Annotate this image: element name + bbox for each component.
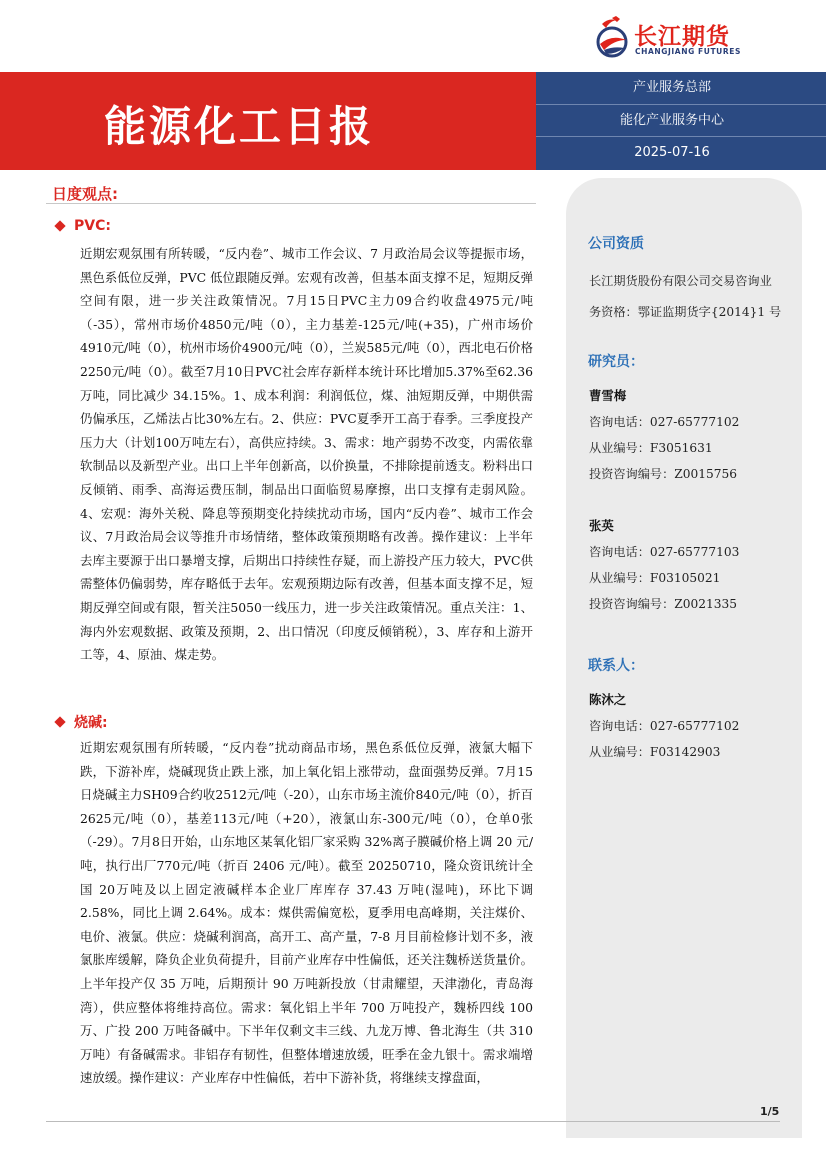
diamond-bullet-icon bbox=[54, 220, 65, 231]
researcher-name: 曹雪梅 bbox=[589, 388, 627, 403]
footer-divider bbox=[46, 1121, 780, 1122]
changjiang-logo-icon bbox=[594, 16, 632, 60]
report-meta-panel bbox=[536, 72, 826, 170]
daily-view-heading: 日度观点: bbox=[52, 185, 118, 203]
company-qualification-line2: 务资格：鄂证监期货字{2014}1 号 bbox=[589, 305, 782, 319]
researcher-license: 从业编号：F03105021 bbox=[589, 571, 721, 585]
contact-name: 陈沐之 bbox=[589, 692, 627, 707]
pvc-paragraph: 近期宏观氛围有所转暖，“反内卷”、城市工作会议、7 月政治局会议等提振市场，黑色系低位反弹，PVC 低位跟随反弹。宏观有改善，但基本面支撑不足，短期反弹空间有限，进一步关注政策情况。7月15日PVC主力09合约收盘4975元/吨（-35），常州市场价4850元/吨（0），主力基差-125元/吨(+35)，广州市场价4910元/吨（0），杭州市场价4900元/吨（0），兰炭585元/吨（0），西北电石价格2250元/吨（0）。截至7月10日PVC社会库存新样本统计环比增加5.37%至62.36万吨，同比减少 34.15%。1、成本利润：利润低位，煤、油短期反弹，中期供需仍偏承压，乙烯法占比30%左右。2、供应：PVC夏季开工高于春季。三季度投产压力大（计划100万吨左右），高供应持续。3、需求：地产弱势不改变，内需依靠软制品以及新型产业。出口上半年创新高，以价换量，不排除提前透支。粉料出口反倾销、雨季、高海运费压制，制品出口面临贸易摩擦，出口支撑有走弱风险。4、宏观：海外关税、降息等预期变化持续扰动市场，国内“反内卷”、城市工作会议、7月政治局会议等推升市场情绪，整体政策预期略有改善。操作建议：上半年去库主要源于出口暴增支撑，后期出口持续性存疑，而上游投产压力较大，PVC供需整体仍偏弱势，库存略低于去年。宏观预期边际有改善，但基本面支撑不足，短期反弹空间或有限，暂关注5050一线压力，进一步关注政策情况。重点关注：1、海内外宏观数据、政策及预期，2、出口情况（印度反倾销税），3、库存和上游开工等，4、原油、煤走势。 bbox=[80, 246, 533, 663]
report-title: 能源化工日报 bbox=[104, 102, 375, 151]
researcher-advisor-id: 投资咨询编号：Z0015756 bbox=[589, 467, 738, 481]
company-qualification-heading: 公司资质 bbox=[588, 236, 644, 252]
researcher-name: 张英 bbox=[589, 518, 614, 533]
page-number: 1/5 bbox=[760, 1105, 780, 1118]
department-label: 产业服务总部 bbox=[536, 72, 826, 105]
contact-phone: 咨询电话：027-65777102 bbox=[589, 719, 740, 733]
center-label: 能化产业服务中心 bbox=[536, 105, 826, 138]
researcher-license: 从业编号：F3051631 bbox=[589, 441, 713, 455]
report-date: 2025-07-16 bbox=[634, 145, 710, 161]
researcher-advisor-id: 投资咨询编号：Z0021335 bbox=[589, 597, 738, 611]
report-banner bbox=[0, 72, 536, 170]
caustic-heading bbox=[56, 712, 108, 732]
researcher-phone: 咨询电话：027-65777102 bbox=[589, 415, 740, 429]
company-logo bbox=[594, 16, 769, 60]
caustic-heading-label: 烧碱: bbox=[74, 715, 108, 731]
researcher-heading: 研究员： bbox=[588, 354, 644, 370]
logo-name-cn: 长江期货 bbox=[634, 24, 730, 50]
caustic-paragraph: 近期宏观氛围有所转暖，“反内卷”扰动商品市场，黑色系低位反弹，液氯大幅下跌，下游补库，烧碱现货止跌上涨，加上氧化铝上涨带动，盘面强势反弹。7月15日烧碱主力SH09合约收2512元/吨（-20），山东市场主流价840元/吨（0），折百2625元/吨（0），基差113元/吨（+20），液氯山东-300元/吨（0），仓单0张（-29）。7月8日开始，山东地区某氧化铝厂家采购 32%离子膜碱价格上调 20 元/吨，执行出厂770元/吨（折百 2406 元/吨）。截至 20250710，隆众资讯统计全国 20万吨及以上固定液碱样本企业厂库库存 37.43 万吨(湿吨)，环比下调2.58%，同比上调 2.64%。成本：煤供需偏宽松，夏季用电高峰期，关注煤价、电价、液氯。供应：烧碱利润高，高开工、高产量，7-8 月目前检修计划不多，液氯胀库缓解，降负企业负荷提升，目前产业库存中性偏低，还关注魏桥送货量价。上半年投产仅 35 万吨，后期预计 90 万吨新投放（甘肃耀望，天津渤化，青岛海湾），供应整体将维持高位。需求：氧化铝上半年 700 万吨投产，魏桥四线 100 万、广投 200 万吨备碱中。下半年仅剩文丰三线、九龙万博、鲁北海生（共 310 万吨）有备碱需求。非铝存有韧性，但整体增速放缓，旺季在金九银十。需求端增速放缓。操作建议：产业库存中性偏低，若中下游补货，将继续支撑盘面， bbox=[80, 740, 533, 1086]
researcher-phone: 咨询电话：027-65777103 bbox=[589, 545, 740, 559]
pvc-heading bbox=[56, 218, 111, 234]
company-qualification-line1: 长江期货股份有限公司交易咨询业 bbox=[589, 274, 772, 288]
pvc-heading-label: PVC: bbox=[74, 218, 111, 234]
logo-name-en: CHANGJIANG FUTURES bbox=[635, 47, 741, 56]
diamond-bullet-icon bbox=[54, 716, 65, 727]
contact-license: 从业编号：F03142903 bbox=[589, 745, 721, 759]
contact-heading: 联系人： bbox=[588, 658, 644, 674]
section-divider bbox=[46, 203, 536, 204]
